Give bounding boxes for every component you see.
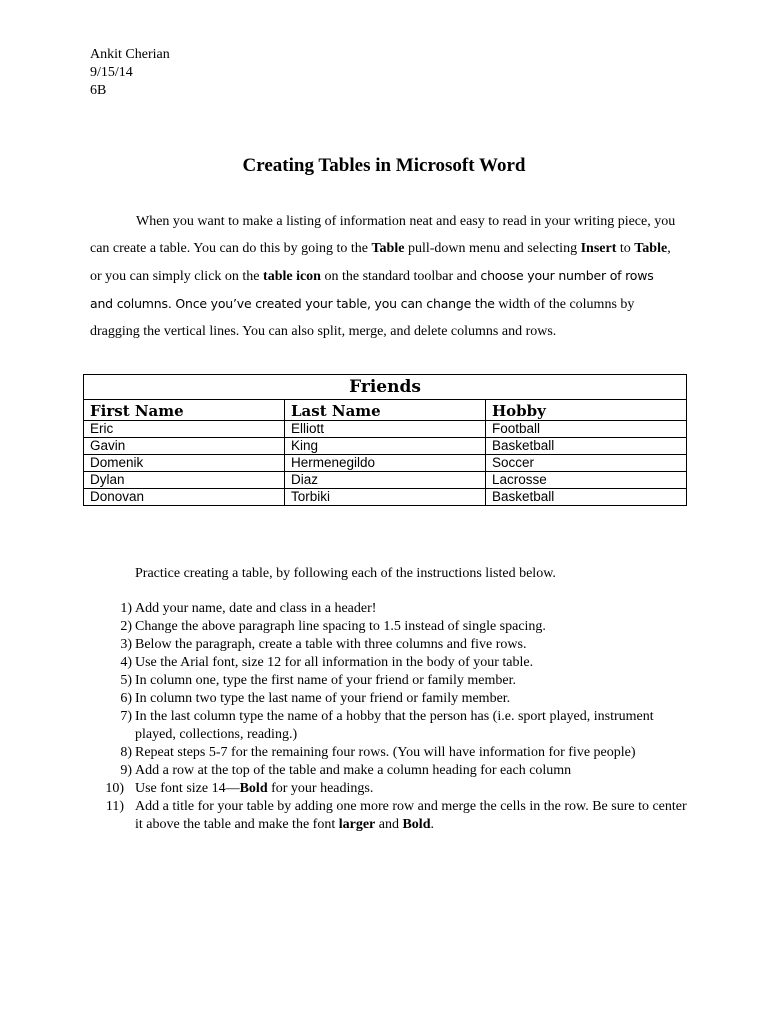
list-item-bold: Bold [402, 817, 431, 832]
list-number: 9) [120, 763, 132, 778]
list-number: 3) [120, 637, 132, 652]
table-row [84, 421, 687, 438]
table-row [84, 438, 687, 455]
para-bold-table-2: Table [634, 241, 668, 256]
list-item [108, 636, 688, 654]
para-text-6: choose your number of rows and columns. Once you’ve created your table, you can change the [90, 268, 654, 311]
table-cell: Basketball [486, 489, 687, 506]
table-cell: Gavin [84, 438, 285, 455]
table-cell: King [285, 438, 486, 455]
intro-paragraph [90, 208, 680, 345]
para-bold-insert: Insert [580, 241, 617, 256]
list-item [108, 690, 688, 708]
table-cell: Soccer [486, 455, 687, 472]
table-row [84, 489, 687, 506]
list-number: 1) [120, 601, 132, 616]
friends-table [83, 374, 687, 506]
list-item [108, 762, 688, 780]
list-number: 5) [120, 673, 132, 688]
list-item-text: Change the above paragraph line spacing to 1.5 instead of single spacing. [135, 619, 546, 634]
table-caption: Friends [84, 375, 687, 400]
para-text-1: When you want to make a listing of information neat and easy to read in your writing piece, you can create a table. You can do this by going to the [90, 214, 676, 256]
list-item [105, 780, 688, 798]
table-cell: Lacrosse [486, 472, 687, 489]
list-item-text: and [375, 817, 403, 832]
list-number: 4) [120, 655, 132, 670]
table-cell: Football [486, 421, 687, 438]
list-number: 6) [120, 691, 132, 706]
author-name: Ankit Cherian [90, 47, 170, 62]
list-item-bold: Bold [239, 781, 268, 796]
list-item-text: In column one, type the first name of your friend or family member. [135, 673, 517, 688]
list-item-text: Add a title for your table by adding one more row and merge the cells in the row. Be sure to center it above the table and make the font [135, 799, 687, 832]
para-text-3: to [616, 241, 635, 256]
document-header [90, 46, 170, 100]
list-item-bold: larger [338, 817, 376, 832]
list-item-text: . [430, 817, 434, 832]
table-cell: Dylan [84, 472, 285, 489]
list-item-text: Add your name, date and class in a header! [135, 601, 377, 616]
para-text-4: , or you can simply click on the [90, 241, 671, 284]
table-cell: Eric [84, 421, 285, 438]
list-item-text: In column two type the last name of your friend or family member. [135, 691, 511, 706]
table-cell: Domenik [84, 455, 285, 472]
list-number: 7) [120, 709, 132, 724]
table-cell: Hermenegildo [285, 455, 486, 472]
para-bold-table-icon: table icon [263, 269, 321, 284]
list-item-text: Add a row at the top of the table and make a column heading for each column [135, 763, 572, 778]
table-cell: Elliott [285, 421, 486, 438]
list-item-text: for your headings. [267, 781, 374, 796]
header-class: 6B [90, 83, 107, 98]
list-item [108, 618, 688, 636]
list-item-text: Use the Arial font, size 12 for all information in the body of your table. [135, 655, 534, 670]
list-item [108, 654, 688, 672]
list-item-text: Below the paragraph, create a table with three columns and five rows. [135, 637, 527, 652]
list-item [108, 600, 688, 618]
list-item [108, 744, 688, 762]
instruction-list [105, 600, 688, 834]
list-number: 11) [105, 799, 124, 814]
list-item-text: Use font size 14— [135, 781, 240, 796]
practice-intro: Practice creating a table, by following each of the instructions listed below. [135, 566, 556, 581]
column-header-hobby: Hobby [486, 400, 687, 421]
table-cell: Diaz [285, 472, 486, 489]
table-cell: Donovan [84, 489, 285, 506]
list-item [108, 672, 688, 690]
list-item [105, 798, 688, 834]
list-number: 10) [105, 781, 124, 796]
list-item-text: Repeat steps 5-7 for the remaining four rows. (You will have information for five people) [135, 745, 636, 760]
para-bold-table: Table [371, 241, 405, 256]
column-header-first-name: First Name [84, 400, 285, 421]
para-text-2: pull-down menu and selecting [404, 241, 581, 256]
header-date: 9/15/14 [90, 65, 133, 80]
column-header-last-name: Last Name [285, 400, 486, 421]
table-cell: Basketball [486, 438, 687, 455]
table-cell: Torbiki [285, 489, 486, 506]
list-item [108, 708, 688, 744]
table-row [84, 472, 687, 489]
table-header-row [84, 400, 687, 421]
para-text-7: width of the columns by dragging the vertical lines. You can also split, merge, and delete columns and rows. [90, 297, 635, 339]
document-title: Creating Tables in Microsoft Word [242, 155, 526, 176]
list-item-text: In the last column type the name of a hobby that the person has (i.e. sport played, instrument played, collections, reading.) [135, 709, 654, 742]
para-text-5: on the standard toolbar and [320, 269, 481, 284]
table-caption-row [84, 375, 687, 400]
list-number: 8) [120, 745, 132, 760]
table-row [84, 455, 687, 472]
list-number: 2) [120, 619, 132, 634]
